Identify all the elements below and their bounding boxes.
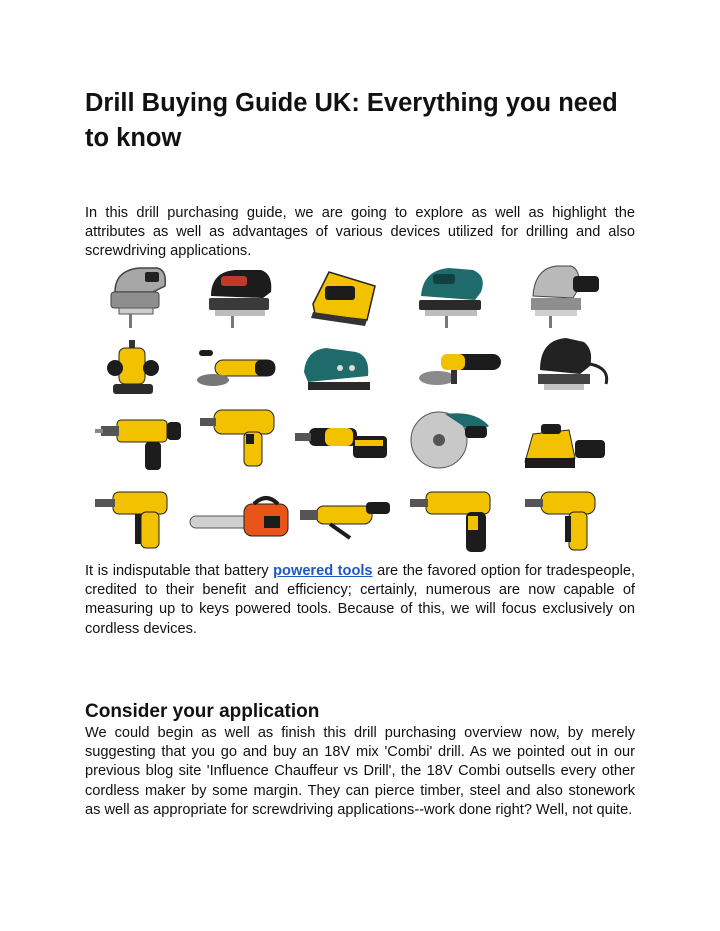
sds-drill-yellow-icon	[410, 492, 490, 552]
jigsaw-grey-icon	[111, 268, 165, 328]
drill-yellow-icon	[200, 410, 274, 466]
angle-grinder-black-icon	[419, 354, 501, 385]
angle-grinder-yellow-icon	[197, 350, 275, 386]
router-yellow-icon	[107, 340, 159, 394]
circular-saw-teal-icon	[411, 412, 489, 468]
section-heading: Consider your application	[85, 701, 320, 722]
impact-drill-yellow-icon	[95, 492, 167, 548]
rotary-hammer-yellow-icon	[95, 420, 181, 470]
paragraph2-text-before: It is indisputable that battery	[85, 563, 274, 579]
battery-tools-paragraph	[85, 562, 635, 639]
jigsaw-dark-icon	[538, 338, 607, 390]
powered-tools-link[interactable]: powered tools	[273, 563, 373, 579]
jigsaw-teal-icon	[419, 268, 483, 328]
power-tools-image	[85, 260, 635, 560]
jigsaw-silver-icon	[531, 266, 599, 328]
planer-teal-icon	[304, 348, 370, 390]
paragraph2-text-after: are the favored option for tradespeople, credited to their benefit and efficiency; certainly, numerous are now capable of measuring up to keys powered tools. Because of this, we will focus exclusively on cordless devices.	[85, 563, 635, 637]
belt-sander-yellow-icon	[311, 272, 375, 326]
page-title: Drill Buying Guide UK: Everything you need to know	[85, 89, 618, 152]
cordless-drill-yellow-icon	[295, 428, 387, 458]
sander-yellow-icon	[525, 424, 605, 468]
hammer-drill-yellow-icon	[525, 492, 595, 550]
intro-paragraph: In this drill purchasing guide, we are going to explore as well as highlight the attributes as well as advantages of various devices utilized for drilling and also screwdriving applications.	[85, 205, 635, 260]
chainsaw-orange-icon	[190, 498, 288, 536]
application-paragraph: We could begin as well as finish this drill purchasing overview now, by merely suggesting that you go and buy an 18V mix 'Combi' drill. As we pointed out in our previous blog site 'Influence Chauffeur vs Drill', the 18V Combi outsells every other cordless maker by some margin. They can pierce timber, steel and also stonework as well as appropriate for screwdriving applications--work done right? Well, not quite.	[85, 725, 635, 818]
jigsaw-black-icon	[209, 270, 271, 328]
angle-drill-yellow-icon	[300, 502, 390, 538]
